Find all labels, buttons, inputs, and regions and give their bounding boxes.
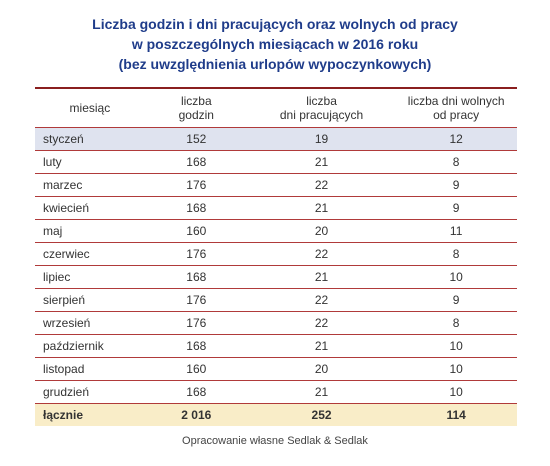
cell-free-days: 9 <box>395 197 517 220</box>
cell-working-days: 21 <box>248 381 396 404</box>
cell-working-days: 21 <box>248 335 396 358</box>
cell-free-days: 9 <box>395 174 517 197</box>
table-header-row <box>35 88 517 128</box>
cell-hours: 176 <box>145 174 248 197</box>
cell-working-days: 22 <box>248 243 396 266</box>
working-days-table <box>35 87 517 426</box>
cell-month: marzec <box>35 174 145 197</box>
table-row <box>35 151 517 174</box>
table-row <box>35 312 517 335</box>
cell-hours: 176 <box>145 243 248 266</box>
cell-working-days: 19 <box>248 128 396 151</box>
table-row <box>35 358 517 381</box>
cell-hours: 160 <box>145 220 248 243</box>
table-row <box>35 243 517 266</box>
source-note: Opracowanie własne Sedlak & Sedlak <box>182 435 368 447</box>
table-row <box>35 128 517 151</box>
total-label: łącznie <box>35 404 145 427</box>
cell-hours: 168 <box>145 335 248 358</box>
title-line-3: (bez uwzględnienia urlopów wypoczynkowych) <box>118 56 432 72</box>
cell-month: wrzesień <box>35 312 145 335</box>
cell-free-days: 10 <box>395 335 517 358</box>
cell-month: grudzień <box>35 381 145 404</box>
cell-month: listopad <box>35 358 145 381</box>
cell-month: październik <box>35 335 145 358</box>
table-row <box>35 381 517 404</box>
cell-month: kwiecień <box>35 197 145 220</box>
document-title <box>0 14 550 74</box>
cell-free-days: 10 <box>395 266 517 289</box>
cell-month: lipiec <box>35 266 145 289</box>
cell-hours: 168 <box>145 151 248 174</box>
cell-free-days: 12 <box>395 128 517 151</box>
table-row <box>35 220 517 243</box>
cell-working-days: 22 <box>248 312 396 335</box>
table-row <box>35 335 517 358</box>
table-total-row <box>35 404 517 427</box>
cell-hours: 176 <box>145 312 248 335</box>
cell-free-days: 9 <box>395 289 517 312</box>
cell-working-days: 22 <box>248 174 396 197</box>
cell-hours: 168 <box>145 197 248 220</box>
header-month: miesiąc <box>35 88 145 128</box>
cell-month: czerwiec <box>35 243 145 266</box>
cell-month: luty <box>35 151 145 174</box>
header-free-days: liczba dni wolnych od pracy <box>395 88 517 128</box>
cell-working-days: 20 <box>248 220 396 243</box>
total-free-days: 114 <box>395 404 517 427</box>
header-hours: liczba godzin <box>145 88 248 128</box>
cell-working-days: 22 <box>248 289 396 312</box>
cell-working-days: 21 <box>248 197 396 220</box>
cell-working-days: 21 <box>248 151 396 174</box>
cell-free-days: 8 <box>395 312 517 335</box>
cell-hours: 160 <box>145 358 248 381</box>
title-line-2: w poszczególnych miesiącach w 2016 roku <box>131 36 419 52</box>
total-working-days: 252 <box>248 404 396 427</box>
cell-working-days: 21 <box>248 266 396 289</box>
cell-free-days: 11 <box>395 220 517 243</box>
cell-free-days: 8 <box>395 151 517 174</box>
title-line-1: Liczba godzin i dni pracujących oraz wolnych od pracy <box>92 16 458 32</box>
table-row <box>35 289 517 312</box>
total-hours: 2 016 <box>145 404 248 427</box>
cell-working-days: 20 <box>248 358 396 381</box>
cell-month: maj <box>35 220 145 243</box>
cell-hours: 176 <box>145 289 248 312</box>
cell-month: styczeń <box>35 128 145 151</box>
cell-hours: 152 <box>145 128 248 151</box>
table-row <box>35 266 517 289</box>
cell-hours: 168 <box>145 381 248 404</box>
cell-free-days: 10 <box>395 358 517 381</box>
header-working-days: liczba dni pracujących <box>248 88 396 128</box>
cell-hours: 168 <box>145 266 248 289</box>
cell-free-days: 10 <box>395 381 517 404</box>
table-row <box>35 197 517 220</box>
cell-month: sierpień <box>35 289 145 312</box>
table-row <box>35 174 517 197</box>
cell-free-days: 8 <box>395 243 517 266</box>
